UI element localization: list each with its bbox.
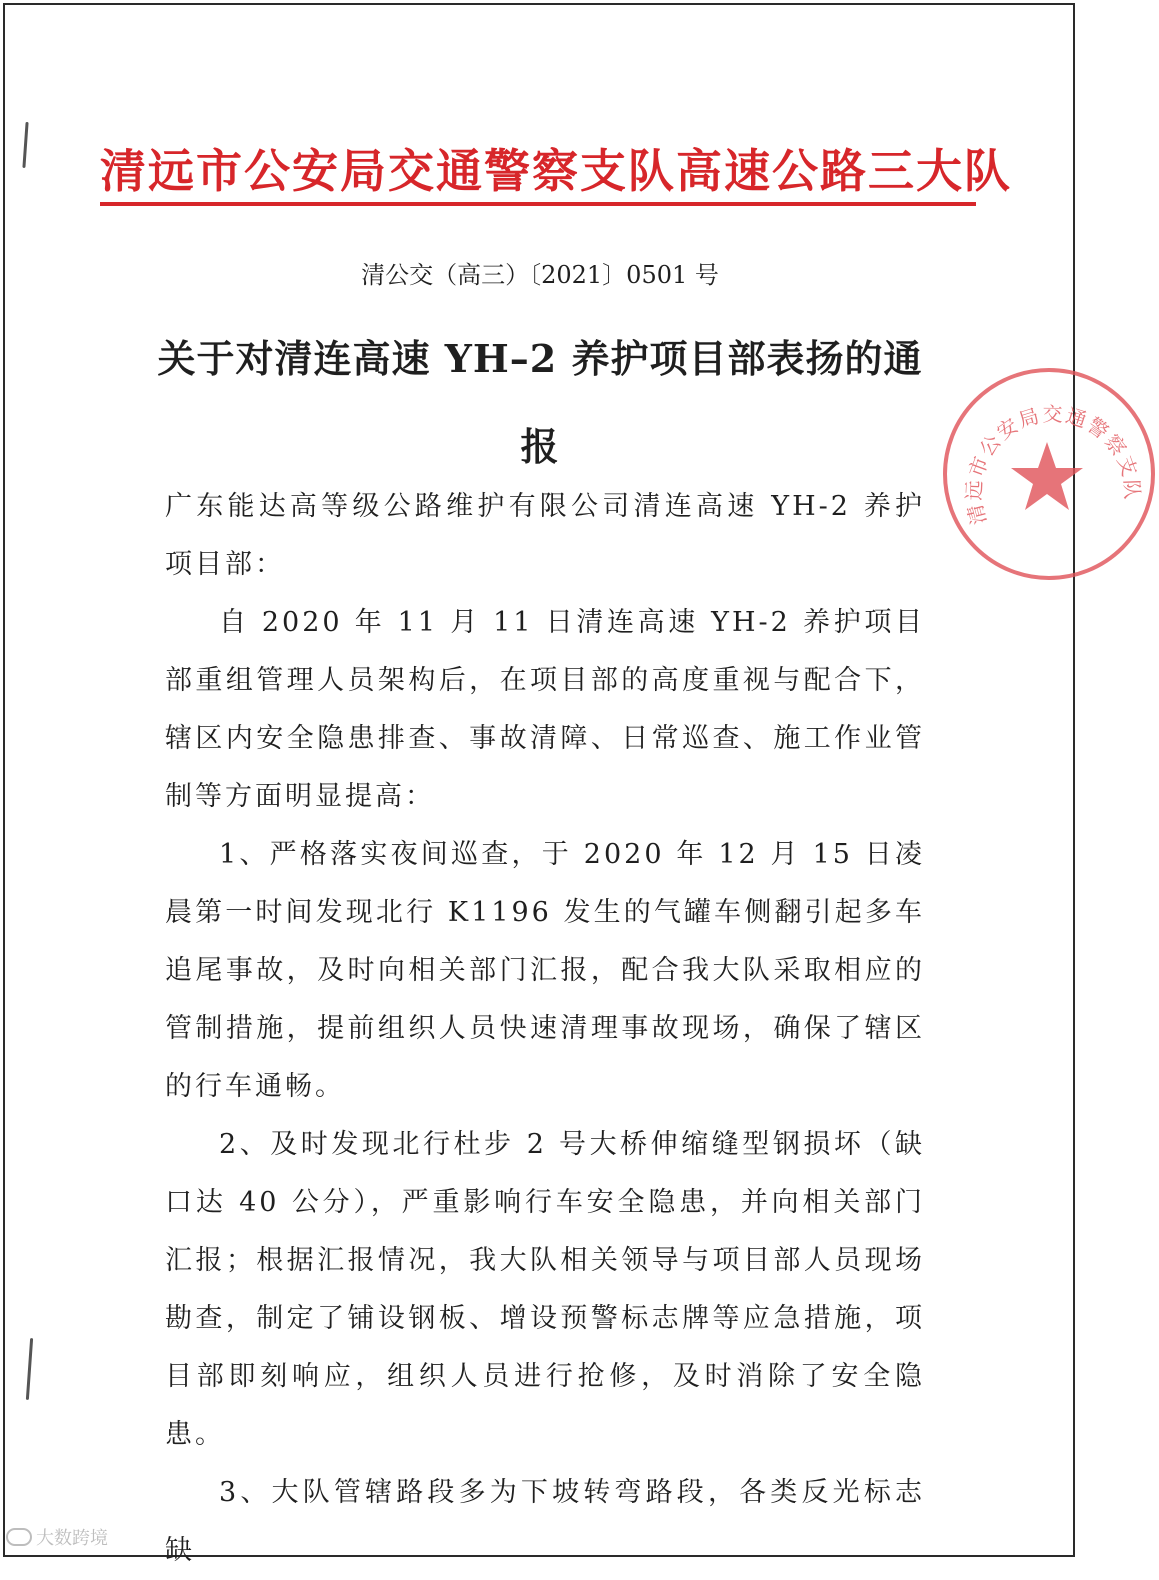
watermark-text: 大数跨境 [36, 1528, 108, 1549]
document-number: 清公交（高三）〔2021〕0501 号 [361, 261, 719, 289]
document-title: 关于对清连高速 YH–2 养护项目部表扬的通报 [157, 336, 923, 469]
official-seal [943, 368, 1155, 580]
watermark-logo-icon [6, 1528, 32, 1546]
header-red-rule [100, 202, 976, 206]
seal-graphic [947, 372, 1159, 584]
seal-text: 清远市公安局交通警察支队 [961, 402, 1145, 528]
document-body [165, 478, 925, 1580]
paragraph-item-3: 3、大队管辖路段多为下坡转弯路段，各类反光标志缺 [165, 1477, 925, 1566]
seal-star-icon [1011, 442, 1083, 510]
agency-header: 清远市公安局交通警察支队高速公路三大队 [100, 144, 1012, 198]
paragraph-item-2: 2、及时发现北行杜步 2 号大桥伸缩缝型钢损坏（缺口达 40 公分），严重影响行车安全隐患，并向相关部门汇报；根据汇报情况，我大队相关领导与项目部人员现场勘查，制定了铺设钢板、增设预警标志牌等应急措施，项目部即刻响应，组织人员进行抢修，及时消除了安全隐患。 [165, 1129, 925, 1450]
paragraph-item-1: 1、严格落实夜间巡查，于 2020 年 12 月 15 日凌晨第一时间发现北行 K1196 发生的气罐车侧翻引起多车追尾事故，及时向相关部门汇报，配合我大队采取相应的管制措施，提前组织人员快速清理事故现场，确保了辖区的行车通畅。 [165, 839, 925, 1102]
paragraph-intro: 自 2020 年 11 月 11 日清连高速 YH-2 养护项目部重组管理人员架构后，在项目部的高度重视与配合下，辖区内安全隐患排查、事故清障、日常巡查、施工作业管制等方面明显提高： [165, 607, 925, 812]
addressee: 广东能达高等级公路维护有限公司清连高速 YH-2 养护项目部： [165, 491, 925, 580]
watermark [6, 1524, 108, 1550]
